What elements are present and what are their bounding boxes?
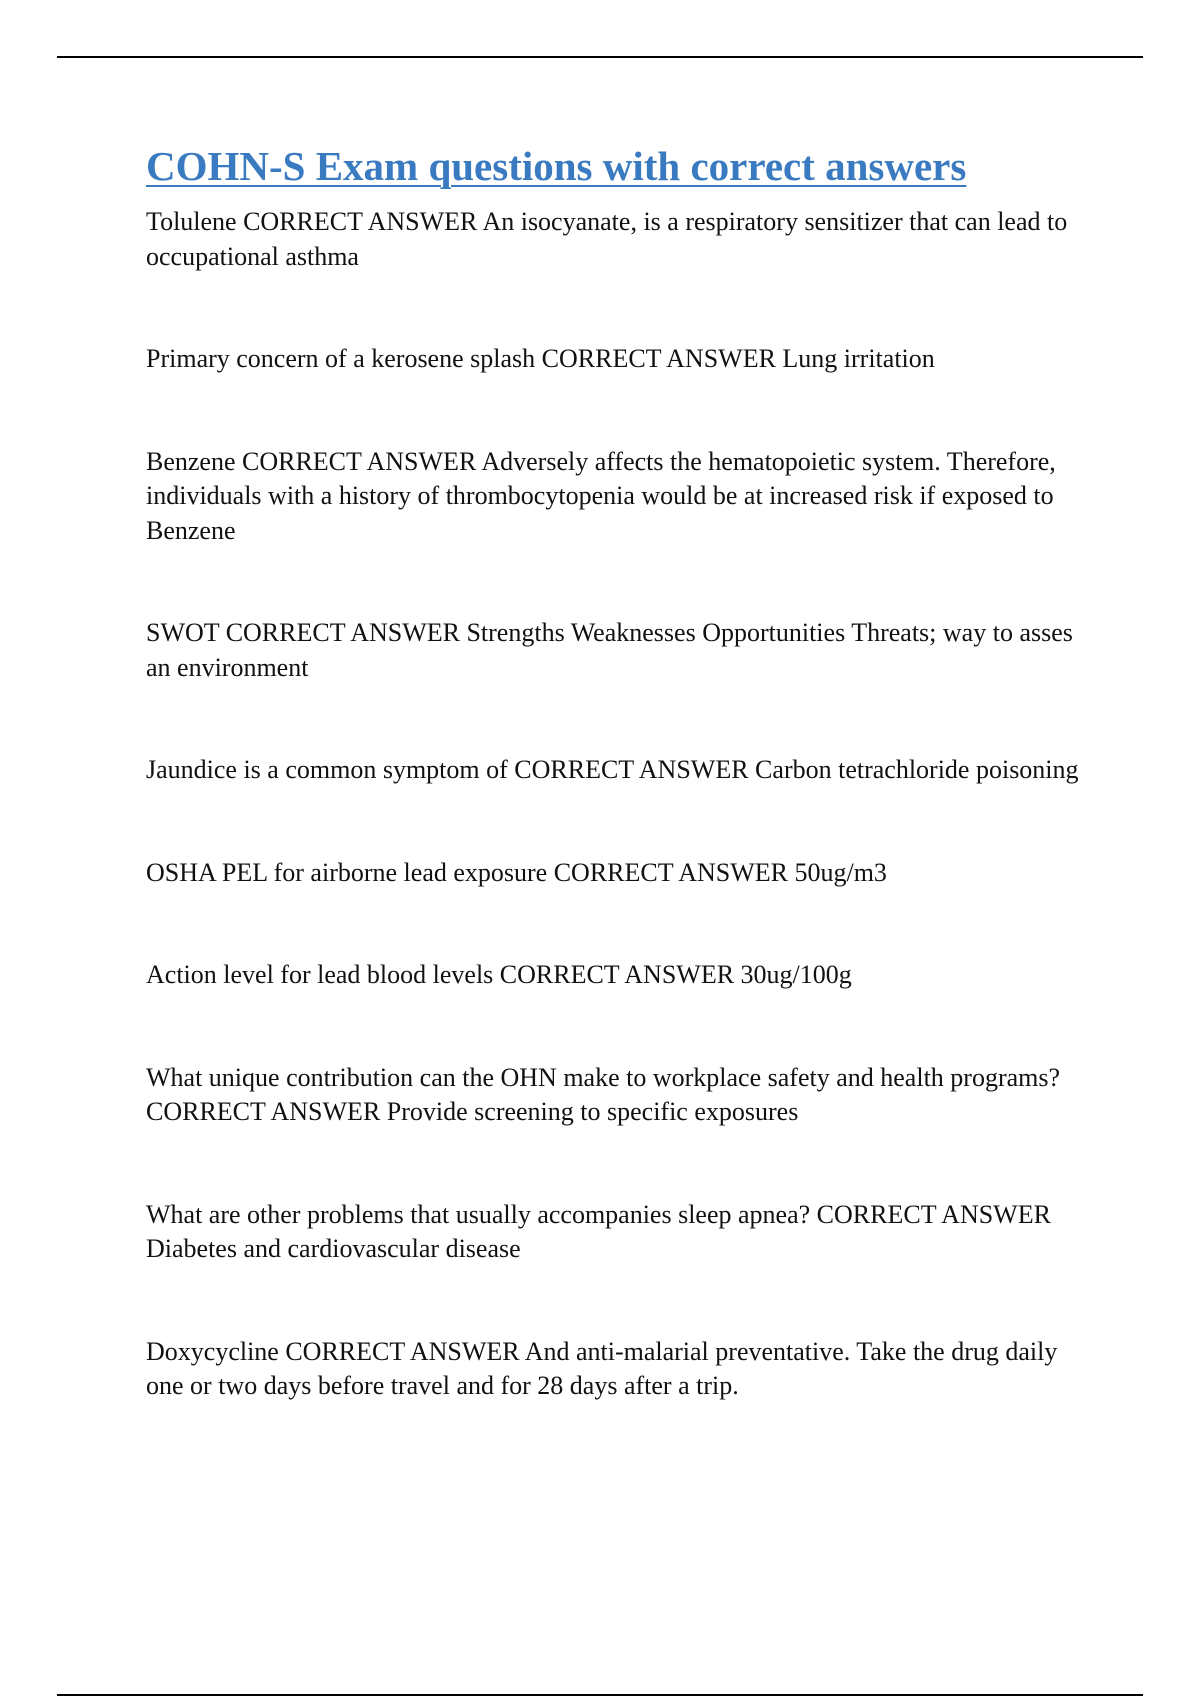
qa-item: SWOT CORRECT ANSWER Strengths Weaknesses Opportunities Threats; way to asses an environment <box>146 618 1073 682</box>
qa-item: OSHA PEL for airborne lead exposure CORRECT ANSWER 50ug/m3 <box>146 857 887 887</box>
qa-item: Doxycycline CORRECT ANSWER And anti-malarial preventative. Take the drug daily one or two days before travel and for 28 days after a trip. <box>146 1336 1058 1401</box>
qa-item: Jaundice is a common symptom of CORRECT ANSWER Carbon tetrachloride poisoning <box>146 755 1079 785</box>
qa-list <box>146 205 1096 1404</box>
document-title: COHN-S Exam questions with correct answers <box>146 143 967 189</box>
qa-item: Primary concern of a kerosene splash CORRECT ANSWER Lung irritation <box>146 344 935 374</box>
qa-item: What are other problems that usually accompanies sleep apnea? CORRECT ANSWER Diabetes and cardiovascular disease <box>146 1199 1051 1264</box>
document-body <box>146 142 1096 1472</box>
footer-rule <box>57 1694 1143 1696</box>
qa-item: Tolulene CORRECT ANSWER An isocyanate, is a respiratory sensitizer that can lead to occupational asthma <box>146 207 1068 271</box>
qa-item: What unique contribution can the OHN make to workplace safety and health programs? CORRECT ANSWER Provide screening to specific exposures <box>146 1062 1061 1127</box>
qa-item: Action level for lead blood levels CORRECT ANSWER 30ug/100g <box>146 960 852 990</box>
header-rule <box>57 56 1143 58</box>
qa-item: Benzene CORRECT ANSWER Adversely affects the hematopoietic system. Therefore, individuals with a history of thrombocytopenia would be at increased risk if exposed to Benzene <box>146 446 1056 545</box>
